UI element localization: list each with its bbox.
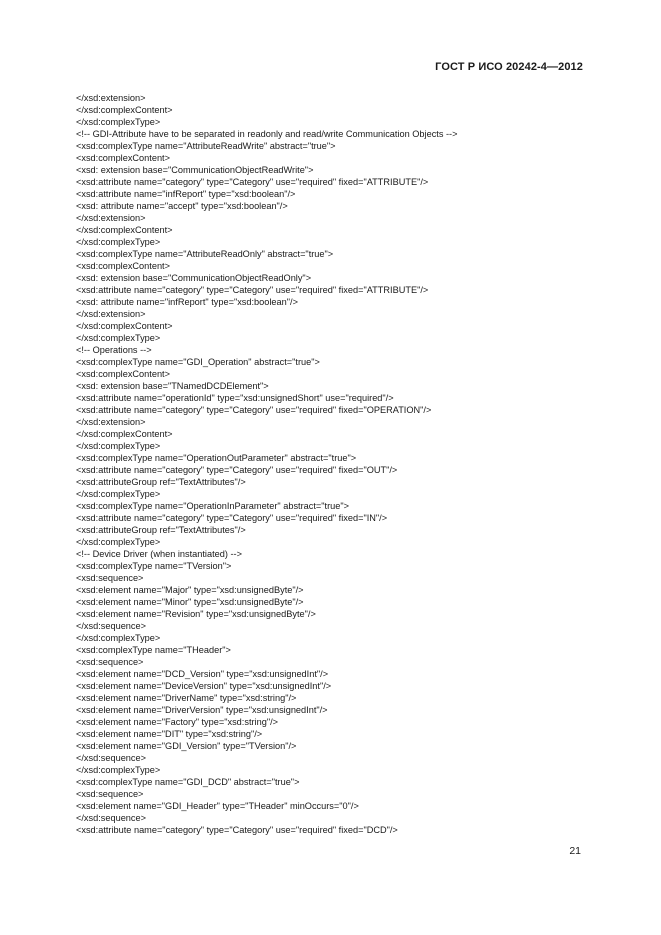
code-line: </xsd:complexType>: [76, 237, 161, 247]
document-header: ГОСТ Р ИСО 20242-4—2012: [435, 61, 583, 73]
code-line: <!-- Operations -->: [76, 345, 152, 355]
code-line: <xsd:attribute name="category" type="Category" use="required" fixed="ATTRIBUTE"/>: [76, 177, 429, 187]
code-line: <xsd:attribute name="category" type="Category" use="required" fixed="OPERATION"/>: [76, 405, 432, 415]
code-line: <xsd: extension base="CommunicationObjectReadOnly">: [76, 273, 312, 283]
code-line: </xsd:complexType>: [76, 489, 161, 499]
code-line: <xsd:attribute name="operationId" type="xsd:unsignedShort" use="required"/>: [76, 393, 394, 403]
code-line: <xsd:element name="DriverName" type="xsd:string"/>: [76, 693, 297, 703]
code-line: <xsd:element name="DeviceVersion" type="xsd:unsignedInt"/>: [76, 681, 332, 691]
code-line: <xsd:complexType name="GDI_DCD" abstract="true">: [76, 777, 300, 787]
code-line: <xsd:element name="DCD_Version" type="xsd:unsignedInt"/>: [76, 669, 329, 679]
code-line: </xsd:extension>: [76, 309, 146, 319]
code-line: <xsd:attribute name="category" type="Category" use="required" fixed="OUT"/>: [76, 465, 398, 475]
code-line: <xsd:attribute name="category" type="Category" use="required" fixed="ATTRIBUTE"/>: [76, 285, 429, 295]
code-line: <xsd:element name="Minor" type="xsd:unsignedByte"/>: [76, 597, 304, 607]
code-line: <xsd:sequence>: [76, 573, 144, 583]
code-line: </xsd:extension>: [76, 417, 146, 427]
code-line: <xsd:complexType name="THeader">: [76, 645, 231, 655]
code-line: </xsd:sequence>: [76, 813, 146, 823]
code-line: <xsd: attribute name="infReport" type="xsd:boolean"/>: [76, 297, 298, 307]
code-line: <xsd:complexType name="AttributeReadOnly" abstract="true">: [76, 249, 334, 259]
code-line: <xsd:attribute name="infReport" type="xsd:boolean"/>: [76, 189, 296, 199]
code-line: <xsd:sequence>: [76, 657, 144, 667]
code-line: <xsd:element name="GDI_Version" type="TVersion"/>: [76, 741, 297, 751]
code-line: <xsd: extension base="CommunicationObjectReadWrite">: [76, 165, 314, 175]
code-line: </xsd:complexContent>: [76, 321, 173, 331]
code-line: <xsd:element name="GDI_Header" type="THeader" minOccurs="0"/>: [76, 801, 359, 811]
code-line: <xsd:attribute name="category" type="Category" use="required" fixed="IN"/>: [76, 513, 388, 523]
code-line: </xsd:complexType>: [76, 537, 161, 547]
code-line: <xsd:complexType name="AttributeReadWrite" abstract="true">: [76, 141, 336, 151]
code-line: </xsd:complexType>: [76, 633, 161, 643]
code-line: </xsd:complexType>: [76, 441, 161, 451]
code-line: </xsd:complexType>: [76, 117, 161, 127]
code-line: </xsd:sequence>: [76, 753, 146, 763]
code-line: <xsd:complexType name="TVersion">: [76, 561, 232, 571]
code-line: </xsd:complexContent>: [76, 225, 173, 235]
code-line: <!-- Device Driver (when instantiated) -->: [76, 549, 242, 559]
code-line: </xsd:sequence>: [76, 621, 146, 631]
code-line: <xsd:attributeGroup ref="TextAttributes"/>: [76, 525, 246, 535]
code-line: <xsd:attribute name="category" type="Category" use="required" fixed="DCD"/>: [76, 825, 398, 835]
code-line: <xsd: extension base="TNamedDCDElement">: [76, 381, 269, 391]
code-line: <xsd:attributeGroup ref="TextAttributes"/>: [76, 477, 246, 487]
code-line: <xsd:complexContent>: [76, 369, 170, 379]
code-line: <xsd:complexType name="OperationOutParameter" abstract="true">: [76, 453, 357, 463]
code-line: <xsd:complexContent>: [76, 153, 170, 163]
code-line: </xsd:extension>: [76, 213, 146, 223]
code-line: </xsd:complexContent>: [76, 105, 173, 115]
code-line: <xsd:sequence>: [76, 789, 144, 799]
code-line: <xsd:complexType name="OperationInParameter" abstract="true">: [76, 501, 349, 511]
code-line: <xsd:element name="Revision" type="xsd:unsignedByte"/>: [76, 609, 316, 619]
code-line: <xsd:element name="Factory" type="xsd:string"/>: [76, 717, 278, 727]
code-line: <xsd:complexType name="GDI_Operation" abstract="true">: [76, 357, 320, 367]
xsd-code-listing: [76, 92, 596, 836]
code-line: <xsd:complexContent>: [76, 261, 170, 271]
code-line: <xsd:element name="Major" type="xsd:unsignedByte"/>: [76, 585, 304, 595]
code-line: <!-- GDI-Attribute have to be separated in readonly and read/write Communication Objects -->: [76, 129, 458, 139]
code-line: </xsd:extension>: [76, 93, 146, 103]
page-number: 21: [569, 845, 581, 857]
code-line: </xsd:complexType>: [76, 333, 161, 343]
code-line: <xsd:element name="DIT" type="xsd:string"/>: [76, 729, 263, 739]
code-line: </xsd:complexType>: [76, 765, 161, 775]
code-line: <xsd: attribute name="accept" type="xsd:boolean"/>: [76, 201, 288, 211]
code-line: </xsd:complexContent>: [76, 429, 173, 439]
code-line: <xsd:element name="DriverVersion" type="xsd:unsignedInt"/>: [76, 705, 328, 715]
